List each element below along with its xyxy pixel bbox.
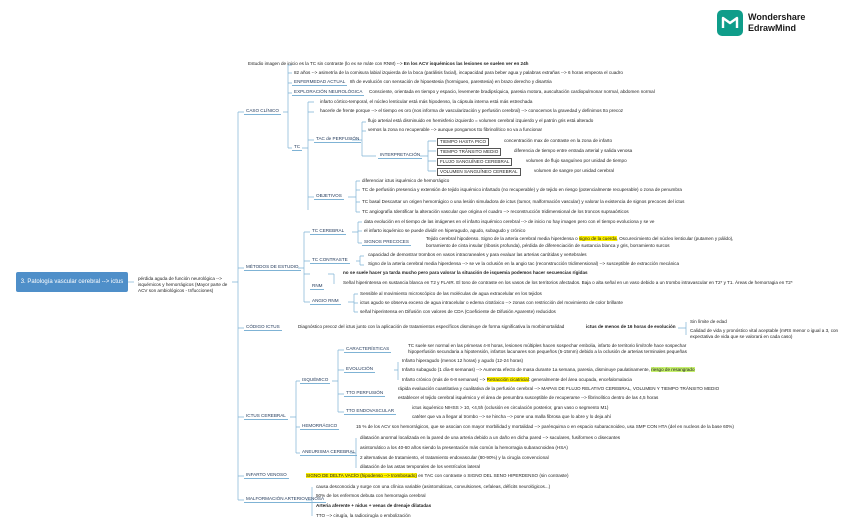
ictus-ev3: Infarto crónico (más de 6-8 semanas) --> Retracción cicatricial: generalmente del área ocupada, encefalomalacia xyxy=(402,377,632,382)
ictus-perf-label[interactable]: TTO PERFUSIÓN xyxy=(346,390,384,395)
malf-m3: Arteria aferente + nidus + venas de drenaje dilatadas xyxy=(316,503,432,508)
caso-tc-label[interactable]: TC xyxy=(294,144,301,149)
metodos-ang2: ictus agudo se observa exceso de agua intracelular o edema citotóxico --> zonas con restricción del movimiento de color brillante xyxy=(360,300,623,305)
ictus-en2: catéter que va a llegar al trombo --> se hincha --> pone una malla fibrosa que lo abre y lo deja ahí xyxy=(412,414,611,419)
metodos-tcc2: el infarto isquémico se puede dividir en hiperagudo, agudo, subagudo y crónico xyxy=(364,228,526,233)
caso-enfermedad-label[interactable]: ENFERMEDAD ACTUAL xyxy=(294,79,346,84)
metodos-tcs1: capacidad de demostrar trombos en vasos intracraneales y para evaluar las arterias carótidas y vertebrales xyxy=(368,252,587,257)
caso-objetivos-label[interactable]: OBJETIVOS xyxy=(316,193,342,198)
codigo-r1: Sin límite de edad xyxy=(690,319,727,324)
interp-term-4: VOLUMEN SANGUÍNEO CEREBRAL xyxy=(437,168,521,176)
brand-line2: EdrawMind xyxy=(748,23,797,33)
interp-desc-3: volumen de flujo sanguíneo por unidad de tiempo xyxy=(526,158,627,163)
ictus-caract2: hipoperfusión secundaria a hipotensión, infartos lacunares son pequeños (5-15mm) debido a la oclusión de arterias terminales pequeñas xyxy=(408,349,687,354)
metodos-tc-contraste[interactable]: TC CONTRASTE xyxy=(312,257,348,262)
highlight: SIGNO DE DELTA VACÍO (hipodenso --> trombosado) xyxy=(306,473,417,478)
metodos-ang3: señal hiperintensa en Difusión con valores de CDA (Coeficiente de Difusión Aparente) reducidos xyxy=(360,309,556,314)
caso-intro: Estudio imagen de inicio es la TC sin contraste (lo ex se máte con RNM) --> En los ACV isquémicos las lesiones se suelen ver en 24h xyxy=(248,61,529,66)
malf-m4: TTO --> cirugía, la radiocirugía o embolización xyxy=(316,513,411,518)
ictus-an1: dilatación anormal localizada en la pared de una arteria debido a un daño en dicha pared --> saculares, fusiformes o disecantes xyxy=(360,435,621,440)
ictus-an2: asintomático a los 40-60 años siendo la presentación más común la hemorragia subaracnoidea (HSA) xyxy=(360,445,568,450)
metodos-ang1: Sensible al movimiento microscópico de las moléculas de agua extracelular en los tejidos xyxy=(360,291,542,296)
metodos-rnm2: Señal hiperintensa en sustancia blanca en T2 y FLAIR. El tono de contraste en los vasos de los territorios afectados. Baja o alta señal en un vaso debido a un trombo intravascular en T2* y T1. Áreas de hemorragia en T2* xyxy=(343,280,793,285)
codigo-r2: Calidad de vida y pronóstico vital aceptable (mRS menor o igual a 3, con expectativa de vida que se valorará en cada caso) xyxy=(690,328,839,339)
root-topic[interactable]: 3. Patología vascular cerebral --> ictus xyxy=(16,272,128,292)
branch-malformacion[interactable]: MALFORMACIÓN ARTERIOVENOSA xyxy=(246,496,325,501)
branch-caso-clinico[interactable]: CASO CLÍNICO xyxy=(246,108,279,113)
highlight: riesgo de resangrado xyxy=(651,367,695,372)
metodos-tcc1: data evolución en el tiempo de las imágenes en el infarto isquémico cerebral --> de inicio no hay imagen pero con el tiempo evoluciona y se ve xyxy=(364,219,655,224)
branch-ictus-cerebral[interactable]: ICTUS CEREBRAL xyxy=(246,413,286,418)
obj-2: TC de perfusión presencia y extensión de tejido isquémico infartado (no recuperable) y de tejido en riesgo (potencialmente recuperable) o zona de penumbra xyxy=(362,187,682,192)
metodos-signos1: Tejido cerebral hipodenso. Signo de la arteria cerebral media hiperdensa o signo de la cuerda, Oscurecimiento del núcleo lenticular (putamen y pálido), xyxy=(426,236,734,241)
branch-metodos-estudio[interactable]: MÉTODOS DE ESTUDIO xyxy=(246,264,299,269)
obj-3: TC basal Descartar un origen hemorrágico o una lesión simuladora de ictus (tumor, malformación vascular) y valorar la existencia de signos precoces del ictus xyxy=(362,199,685,204)
brand-name xyxy=(748,12,805,34)
branch-infarto-venoso[interactable]: INFARTO VENOSO xyxy=(246,472,287,477)
ictus-pf1: rápida evaluación cuantitativa y cualitativa de la perfusión cerebral --> MAPAS DE FLUJO RELATIVO CEREBRAL, VOLUMEN Y TIEMPO TRÁNSITO MEDIO xyxy=(398,386,720,391)
metodos-tc-cerebral[interactable]: TC CEREBRAL xyxy=(312,228,345,233)
ictus-pf2: establecer el tejido cerebral isquémico y el área de penumbra susceptible de recuperarse --> fibrinolítico dentro de las 4,5 horas xyxy=(398,395,659,400)
metodos-tcs2: Signo de la arteria cerebral media hiperdensa --> se ve la oclusión en la angio tac (reconstrucción tridimensional) --> susceptible de extracción mecánica xyxy=(368,261,680,266)
metodos-signos-label[interactable]: SIGNOS PRECOCES xyxy=(364,239,409,244)
malf-m1: causa desconocida y surge con una clínica variable (asintomáticas, convulsiones, cefaleas, déficits neurológicos...) xyxy=(316,484,551,489)
caso-tc2: hacerle de frente porque --> el tiempo es oro (nos informa de vascularización y perfusión cerebral) --> conocemos la gravedad y definimos tto precoz xyxy=(320,108,624,113)
ictus-ev1: Infarto hiperagudo (menos 12 horas) y agudo (12-24 horas) xyxy=(402,358,524,363)
metodos-signos2: borramiento de cinta insular (ribosis profunda), pérdida de diferenciación de sustancia blanca y gris, borramiento surcos xyxy=(426,243,670,248)
ictus-aneurisma[interactable]: ANEURISMA CEREBRAL xyxy=(302,449,356,454)
caso-interp-label[interactable]: INTERPRETACIÓN xyxy=(380,152,421,157)
caso-perf2: vemos la zona no recuperable --> aunque pongamos tto fibrinolítico no va a funcionar xyxy=(368,127,543,132)
caso-enfermedad: 8h de evolución con sensación de hipoestesia (hormigueo, parestesia) en brazo derecho y disartria xyxy=(350,79,552,84)
brand-logo xyxy=(717,10,841,38)
caso-paciente: 82 años --> asimetría de la comisura labial izquierda de la boca (parálisis facial), incapacidad para beber agua y palabras extrañas --> 6 horas empeora el cuadro xyxy=(294,70,623,75)
branch-codigo-ictus[interactable]: CÓDIGO ICTUS xyxy=(246,324,280,329)
ictus-hem: 15 % de los ACV son hemorrágicos, que se asocian con mayor morbilidad y mortalidad --> parénquima o en espacio subaracnoideo, usa SMP CON HTA (del en nucleos de la base 60%) xyxy=(356,424,734,429)
caso-perfusion-label[interactable]: TAC de PERFUSIÓN xyxy=(316,136,360,141)
highlight: En los ACV isquémicos las lesiones se suelen ver en 24h xyxy=(403,61,529,66)
ictus-endo-label[interactable]: TTO ENDOVASCULAR xyxy=(346,408,395,413)
highlight: Retracción cicatricial xyxy=(486,377,529,382)
interp-desc-1: concentración max de contraste en la zona de infarto xyxy=(504,138,613,143)
edrawmind-logo-icon xyxy=(717,10,743,36)
ictus-en1: ictus isquémico NIHSS > 10, <4,5h (oclusión en circulación posterior, gran vaso o segmento M1) xyxy=(412,405,609,410)
caso-exploracion: Consciente, orientada en tiempo y espacio, levemente bradipsíquica, paresia motora, auscultación cardiopulmonar normal, abdomen normal xyxy=(369,89,655,94)
root-description: pérdida aguda de función neurológica --> isquémicos y hemorrágicos (Mayor parte de ACV son ambiológicos - tr/fucciones) xyxy=(138,276,228,293)
malf-m2: 50% de los enfermos debuta con hemorragia cerebral xyxy=(316,493,426,498)
interp-term-3: FLUJO SANGUÍNEO CEREBRAL xyxy=(437,158,512,166)
brand-line1: Wondershare xyxy=(748,12,806,22)
metodos-rnm[interactable]: RNM xyxy=(312,283,323,288)
ictus-isquemico[interactable]: ISQUÉMICO xyxy=(302,377,329,382)
highlight: signo de la cuerda xyxy=(578,236,617,241)
metodos-rnm1: no se suele hacer ya tarda mucho pero para valorar la situación de isquemia podemos hacer secuencias rígidas xyxy=(343,270,588,275)
interp-desc-4: volumen de sangre por unidad cerebral xyxy=(534,168,614,173)
obj-4: TC angiografía Identificar la alteración vascular que origina el cuadro --> reconstrucción tridimensional de los troncos supraaórticos xyxy=(362,209,629,214)
infarto-text: SIGNO DE DELTA VACÍO (hipodenso --> trombosado) en TAC con contraste o SIGNO DEL SENO HIPERDENSO (sin contraste) xyxy=(306,473,569,478)
metodos-angio-rnm[interactable]: ANGIO RNM xyxy=(312,298,339,303)
ictus-caract-label[interactable]: CARACTERÍSTICAS xyxy=(346,346,390,351)
obj-1: diferenciar ictus isquémico de hemorrágico xyxy=(362,178,450,183)
codigo-text: Diagnóstico precoz del ictus junto con la aplicación de tratamientos específicos disminuye de forma significativa la morbimortalidad xyxy=(298,324,565,329)
ictus-hemorragico[interactable]: HEMORRÁGICO xyxy=(302,423,338,428)
codigo-ventana: ictus de menos de 16 horas de evolución xyxy=(586,324,676,329)
ictus-evol-label[interactable]: EVOLUCIÓN xyxy=(346,366,374,371)
caso-tc1: infarto córtico-temporal, el núcleo lenticular está más hipodenso, la cápsula interna está más estrechada xyxy=(320,99,533,104)
interp-term-2: TIEMPO TRÁNSITO MEDIO xyxy=(437,148,501,156)
ictus-an4: dilatación de las astas temporales de los ventrículos lateral xyxy=(360,464,481,469)
caso-exploracion-label[interactable]: EXPLORACIÓN NEUROLÓGICA xyxy=(294,89,363,94)
caso-perf1: flujo arterial está disminuido en hemisferio izquierdo = volumen cerebral izquierdo y el patrón gris está alterado xyxy=(368,118,594,123)
ictus-caract1: TC suele ser normal en las primeras 4-8 horas, lesiones múltiples hacen sospechar embolia, infarto de territorio limítrofe hace sospechar xyxy=(408,343,687,348)
ictus-an3: 2 alternativas de tratamiento, el tratamiento endovascular (80-90%) y la cirugía convencional xyxy=(360,455,549,460)
interp-desc-2: diferencia de tiempo entre entrada arterial y salida venosa xyxy=(514,148,633,153)
interp-term-1: TIEMPO HASTA PICO xyxy=(437,138,489,146)
ictus-ev2: Infarto subagudo (1 día-8 semanas) --> Aumenta efecto de masa durante 1a semana, paresia, disminuye paulatinamente, riesgo de resangrado xyxy=(402,367,695,372)
